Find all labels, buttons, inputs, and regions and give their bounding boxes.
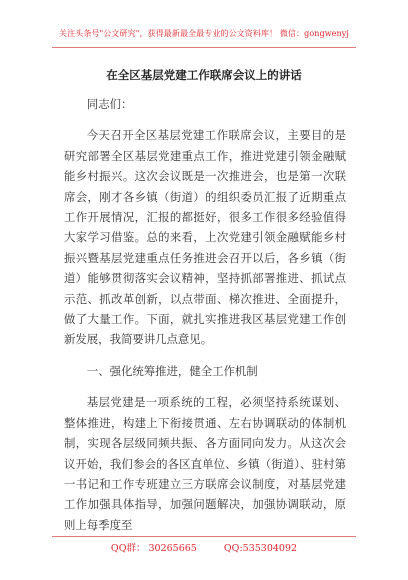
header-note: 关注头条号"公文研究"，获得最新最全最专业的公文资料库！ 微信：gongwenyj	[59, 29, 349, 38]
document-body	[64, 94, 346, 535]
footer-note	[0, 540, 408, 554]
paragraph-section-1: 基层党建是一项系统的工程，必须坚持系统谋划、整体推进，构建上下衔接贯通、左右协调联动的体制机制，实现各层级同频共振、各方面同向发力。从这次会议开始，我们参会的各区直单位、乡镇（街道）、驻村第一书记和工作专班建立三方联席会议制度，对基层党建工作加强具体指导，加强问题解决，加强协调联动，原则上每季度至	[64, 395, 346, 532]
footer-divider	[52, 536, 356, 537]
footer-qq-group: QQ群： 30265665	[110, 543, 197, 554]
header-divider	[52, 47, 356, 48]
salutation: 同志们：	[86, 97, 133, 111]
document-title: 在全区基层党建工作联席会议上的讲话	[106, 68, 302, 82]
paragraph-intro: 今天召开全区基层党建工作联席会议，主要目的是研究部署全区基层党建重点工作，推进党建引领金融赋能乡村振兴。这次会议既是一次推进会，也是第一次联席会，刚才各乡镇（街道）的组织委员汇报了近期重点工作开展情况，汇报的都挺好，很多工作很多经验值得大家学习借鉴。总的来看，上次党建引领金融赋能乡村振兴暨基层党建重点任务推进会召开以后，各乡镇（街道）能够贯彻落实会议精神，坚持抓部署推进、抓试点示范、抓改革创新，以点带面、梯次推进、全面提升，做了大量工作。下面，就扎实推进我区基层党建工作创新发展，我简要讲几点意见。	[64, 128, 346, 347]
footer-qq-contact: QQ:535304092	[223, 543, 298, 554]
section-heading: 一、强化统筹推进，健全工作机制	[86, 363, 258, 378]
